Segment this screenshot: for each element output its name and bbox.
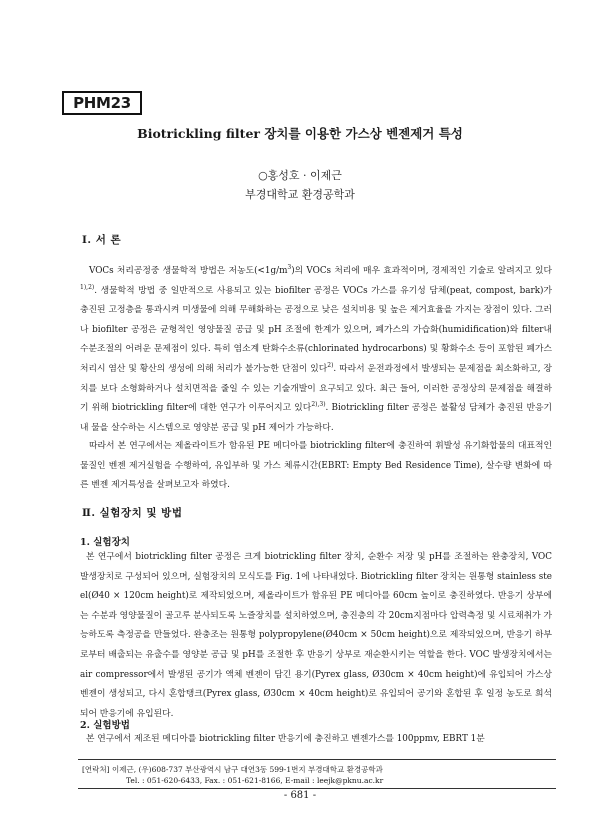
- page-number: - 681 -: [283, 790, 317, 801]
- intro-text-a: VOCs 처리공정중 생물학적 방법은 저농도(<1g/m: [89, 266, 288, 276]
- footer-phone-email: Tel. : 051-620-6433, Fax. : 051-621-8166, E-mail : leejk@pknu.ac.kr: [126, 776, 384, 785]
- intro-sup-4: 2),3): [311, 401, 326, 409]
- intro-sup-2: 1),2): [80, 283, 95, 291]
- intro-text-b: )의 VOCs 처리에 매우 효과적이며, 경제적인 기술로 알려지고 있다: [291, 266, 552, 276]
- method-heading: Ⅱ. 실험장치 및 방법: [82, 507, 183, 519]
- intro-text-d: . 따라서 운전과정에서 발생되는 문제점을 최소화하고, 장치를 보다 소형화하거나 설치면적을 줄일 수 있는 기술개발이 요구되고 있다. 최근 들어, 이러한 공정상의 문제점을 해결하기 위해 biotrickling filter에 대한 연구가 이루어지고 있다: [80, 363, 552, 414]
- method-subheading-2: 2. 실험방법: [80, 720, 130, 731]
- intro-text-e: . Biotrickling filter 공정은 불활성 담체가 충진된 반응기내 물을 살수하는 시스템으로 영양분 공급 및 pH 제어가 가능하다.: [80, 403, 552, 433]
- intro-paragraph-2: 따라서 본 연구에서는 제올라이트가 함유된 PE 메디아를 biotrickling filter에 충진하여 휘발성 유기화합물의 대표적인 물질인 벤젠 제거실험을 수행하여, 유입부하 및 가스 체류시간(EBRT: Empty Bed Residence Time), 살수량 변화에 따른 벤젠 제거특성을 살펴보고자 하였다.: [80, 441, 552, 491]
- intro-sup-3: 2): [327, 362, 334, 370]
- paper-affiliation: 부경대학교 환경공학과: [245, 188, 355, 201]
- method-paragraph-2: 본 연구에서 제조된 메디아를 biotrickling filter 반응기에 충진하고 벤젠가스를 100ppmv, EBRT 1분: [86, 734, 485, 744]
- intro-paragraph-1: [80, 262, 552, 438]
- paper-title: Biotrickling filter 장치를 이용한 가스상 벤젠제거 특성: [137, 126, 463, 141]
- intro-text-c: . 생물학적 방법 중 일반적으로 사용되고 있는 biofilter 공정은 VOCs 가스를 유기성 담체(peat, compost, bark)가 충진된 고정층을 통과시켜 미생물에 의해 무해화하는 공정으로 낮은 설치비용 및 높은 제거효율을 가지는 장점이 있다. 그러나 biofilter 공정은 균형적인 영양물질 공급 및 pH 조절에 한계가 있으며, 폐가스의 가습화(humidification)와 filter내 수분조절의 어려운 문제점이 있다. 특히 염소계 탄화수소류(chlorinated hydrocarbons) 및 황화수소 등이 포함된 폐가스 처리시 염산 및 황산의 생성에 의해 처리가 불가능한 단점이 있다: [80, 285, 552, 374]
- intro-sup-1: 3: [287, 264, 292, 272]
- footer-bottom-rule: [78, 788, 556, 789]
- method-paragraph-1: 본 연구에서 biotrickling filter 공정은 크게 biotrickling filter 장치, 순환수 저장 및 pH를 조절하는 완충장치, VOC 발생장치로 구성되어 있으며, 실험장치의 모식도를 Fig. 1에 나타내었다. Biotrickling filter 장치는 원통형 stainless steel(Ø40 × 120cm height)로 제작되었으며, 제올라이트가 함유된 PE 메디아를 60cm 높이로 충진하였다. 반응기 상부에는 수분과 영양물질이 골고루 분사되도록 노즐장치를 설치하였으며, 충진층의 각 20cm지점마다 압력측정 및 시료채취가 가능하도록 측정공을 만들었다. 완충조는 원통형 polypropylene(Ø40cm × 50cm height)으로 제작되었으며, 반응기 하부로부터 배출되는 유출수를 영양분 공급 및 pH를 조절한 후 반응기 상부로 재순환시키는 역할을 한다. VOC 발생장치에서는 air compressor에서 발생된 공기가 액체 벤젠이 담긴 용기(Pyrex glass, Ø30cm × 40cm height)에 유입되어 가스상 벤젠이 생성되고, 다시 혼합탱크(Pyrex glass, Ø30cm × 40cm height)로 유입되어 공기와 혼합된 후 일정 농도로 희석되어 반응기에 유입된다.: [80, 552, 552, 719]
- footer-top-rule: [78, 759, 556, 760]
- paper-code-box: PHM23: [62, 91, 142, 115]
- method-subheading-1: 1. 실험장치: [80, 537, 130, 548]
- footer-contact: [연락처] 이제근, (우)608-737 부산광역시 남구 대연3동 599-1번지 부경대학교 환경공학과: [82, 765, 383, 774]
- paper-authors: ○홍성호 · 이제근: [258, 169, 342, 182]
- intro-heading: Ⅰ. 서 론: [82, 234, 122, 246]
